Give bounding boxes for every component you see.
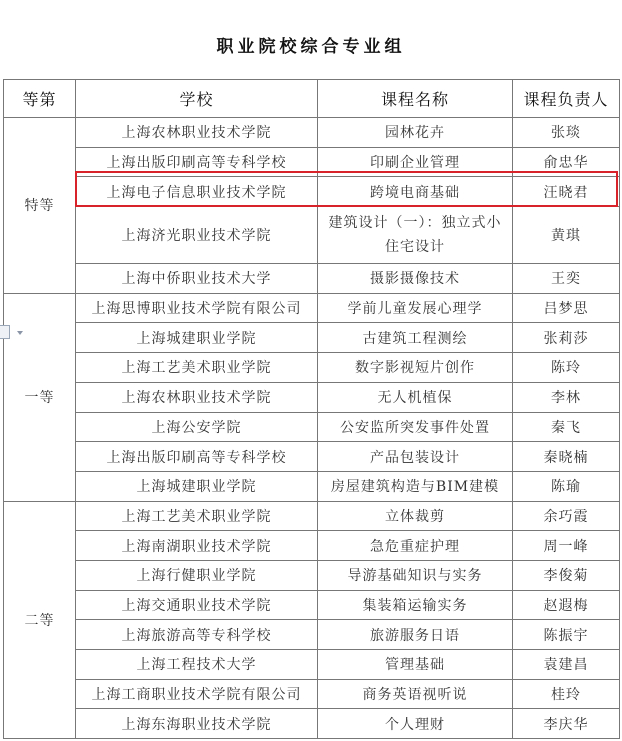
grade-cell: 特等: [4, 118, 76, 294]
school-cell: 上海电子信息职业技术学院: [76, 177, 318, 207]
page-title: 职业院校综合专业组: [216, 37, 406, 57]
school-cell: 上海思博职业技术学院有限公司: [76, 293, 318, 323]
table-row: [4, 679, 620, 709]
leader-cell: 余巧霞: [513, 501, 620, 531]
leader-cell: 黄琪: [513, 207, 620, 264]
leader-cell: 秦飞: [513, 412, 620, 442]
leader-cell: 张琰: [513, 118, 620, 148]
table-row: [4, 501, 620, 531]
course-cell: 集装箱运输实务: [318, 590, 513, 620]
leader-cell: 袁建昌: [513, 650, 620, 680]
course-cell: 商务英语视听说: [318, 679, 513, 709]
course-cell: 跨境电商基础: [318, 177, 513, 207]
leader-cell: 汪晓君: [513, 177, 620, 207]
school-cell: 上海农林职业技术学院: [76, 382, 318, 412]
school-cell: 上海南湖职业技术学院: [76, 531, 318, 561]
school-cell: 上海工商职业技术学院有限公司: [76, 679, 318, 709]
course-cell: 旅游服务日语: [318, 620, 513, 650]
course-cell: 摄影摄像技术: [318, 264, 513, 294]
grade-cell: 一等: [4, 293, 76, 501]
table-row: [4, 709, 620, 739]
course-cell: 导游基础知识与实务: [318, 560, 513, 590]
table-row: [4, 118, 620, 148]
table-row: [4, 323, 620, 353]
table-row: [4, 531, 620, 561]
course-cell: 学前儿童发展心理学: [318, 293, 513, 323]
school-cell: 上海出版印刷高等专科学校: [76, 442, 318, 472]
header-school: 学校: [76, 80, 318, 118]
leader-cell: 张莉莎: [513, 323, 620, 353]
course-cell: 立体裁剪: [318, 501, 513, 531]
header-course: 课程名称: [318, 80, 513, 118]
table-row: [4, 471, 620, 501]
table-row: [4, 590, 620, 620]
leader-cell: 李林: [513, 382, 620, 412]
school-cell: 上海农林职业技术学院: [76, 118, 318, 148]
course-cell: 公安监所突发事件处置: [318, 412, 513, 442]
leader-cell: 赵遐梅: [513, 590, 620, 620]
header-grade: 等第: [4, 80, 76, 118]
leader-cell: 秦晓楠: [513, 442, 620, 472]
school-cell: 上海公安学院: [76, 412, 318, 442]
school-cell: 上海工程技术大学: [76, 650, 318, 680]
table-row: [4, 560, 620, 590]
school-cell: 上海济光职业技术学院: [76, 207, 318, 264]
leader-cell: 李庆华: [513, 709, 620, 739]
table-row: [4, 353, 620, 383]
school-cell: 上海旅游高等专科学校: [76, 620, 318, 650]
course-cell: 数字影视短片创作: [318, 353, 513, 383]
school-cell: 上海城建职业学院: [76, 471, 318, 501]
table-header-row: [4, 80, 620, 118]
course-cell: 园林花卉: [318, 118, 513, 148]
table-row-highlighted: [4, 177, 620, 207]
course-cell: 无人机植保: [318, 382, 513, 412]
course-cell: 个人理财: [318, 709, 513, 739]
course-cell: 房屋建筑构造与BIM建模: [318, 471, 513, 501]
school-cell: 上海东海职业技术学院: [76, 709, 318, 739]
leader-cell: 周一峰: [513, 531, 620, 561]
document-icon[interactable]: [0, 325, 10, 339]
school-cell: 上海中侨职业技术大学: [76, 264, 318, 294]
table-row: [4, 264, 620, 294]
leader-cell: 陈振宇: [513, 620, 620, 650]
leader-cell: 陈瑜: [513, 471, 620, 501]
course-cell: 产品包装设计: [318, 442, 513, 472]
leader-cell: 桂玲: [513, 679, 620, 709]
header-leader: 课程负责人: [513, 80, 620, 118]
school-cell: 上海工艺美术职业学院: [76, 353, 318, 383]
course-cell: 管理基础: [318, 650, 513, 680]
table-row: [4, 412, 620, 442]
school-cell: 上海城建职业学院: [76, 323, 318, 353]
table-row: [4, 207, 620, 264]
course-cell: 印刷企业管理: [318, 147, 513, 177]
leader-cell: 吕梦思: [513, 293, 620, 323]
school-cell: 上海交通职业技术学院: [76, 590, 318, 620]
school-cell: 上海工艺美术职业学院: [76, 501, 318, 531]
leader-cell: 陈玲: [513, 353, 620, 383]
grade-cell: 二等: [4, 501, 76, 739]
school-cell: 上海行健职业学院: [76, 560, 318, 590]
course-cell: 古建筑工程测绘: [318, 323, 513, 353]
table-row: [4, 442, 620, 472]
table-row: [4, 650, 620, 680]
school-cell: 上海出版印刷高等专科学校: [76, 147, 318, 177]
course-cell: 建筑设计（一）：独立式小住宅设计: [318, 207, 513, 264]
caret-down-icon[interactable]: [17, 331, 23, 335]
table-row: [4, 620, 620, 650]
leader-cell: 俞忠华: [513, 147, 620, 177]
awards-table: [3, 79, 620, 739]
course-cell: 急危重症护理: [318, 531, 513, 561]
leader-cell: 李俊菊: [513, 560, 620, 590]
table-row: [4, 382, 620, 412]
table-row: [4, 147, 620, 177]
leader-cell: 王奕: [513, 264, 620, 294]
table-row: [4, 293, 620, 323]
